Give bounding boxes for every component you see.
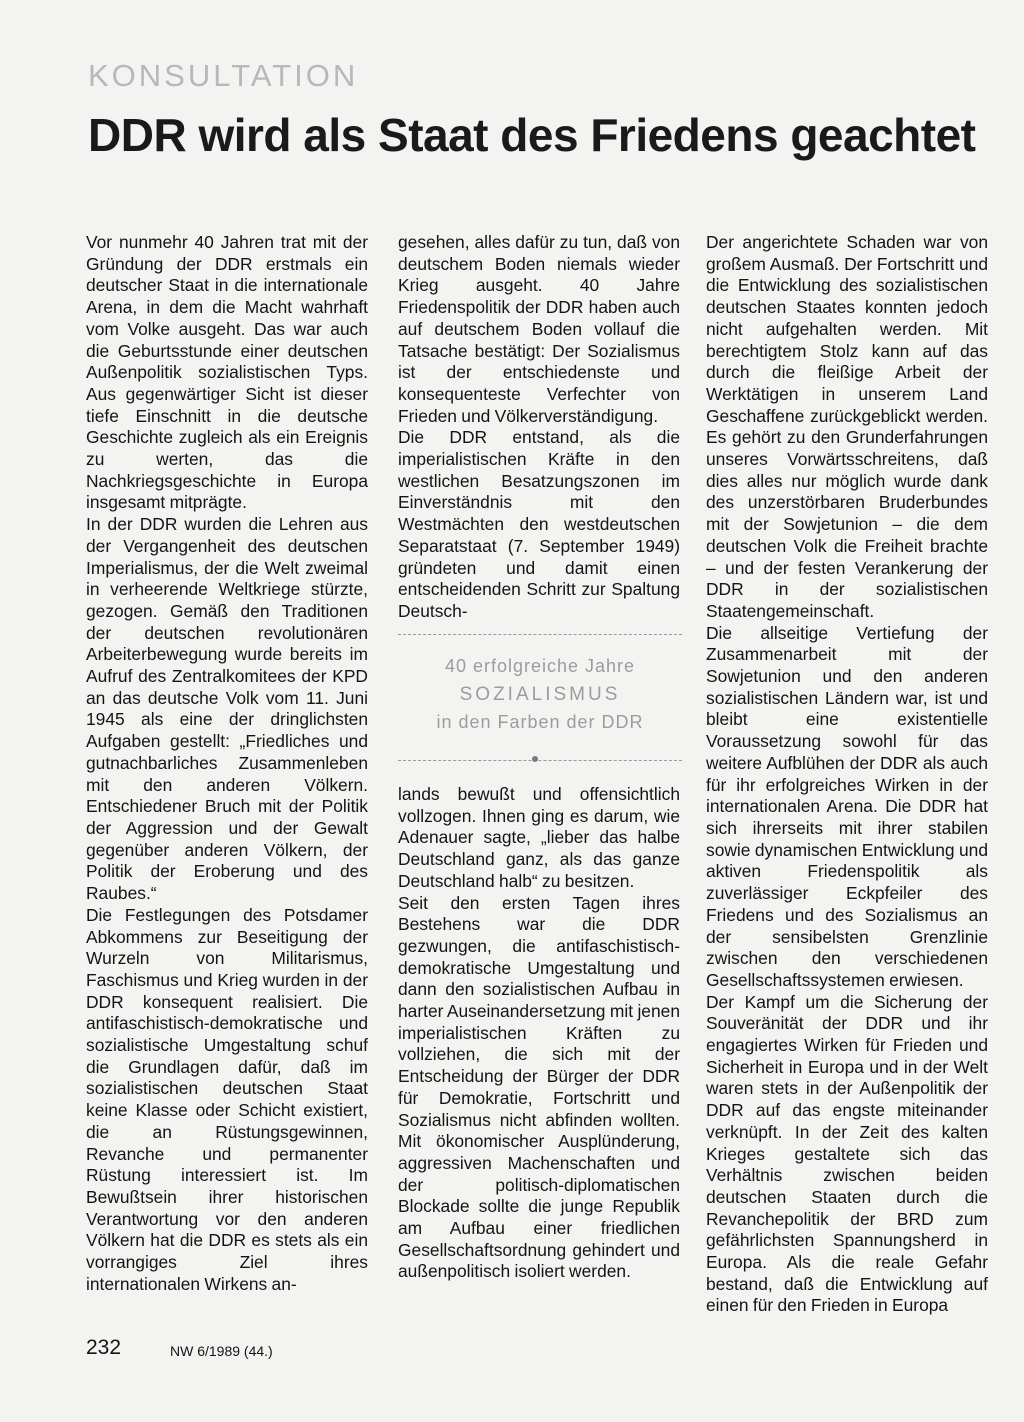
paragraph: Seit den ersten Tagen ihres Bestehens war die DDR gezwungen, die antifaschistisch-demokratische Umgestaltung und dann den sozialistischen Aufbau in harter Auseinandersetzung mit jenen imperialistischen Kräften zu vollziehen, die sich mit der Entscheidung der Bürger der DDR für Demokratie, Fortschritt und Sozialismus nicht abfinden wollten. Mit ökonomischer Ausplünderung, aggressiven Machenschaften und der politisch-diplomatischen Blockade sollte die junge Republik am Aufbau einer friedlichen Gesellschaftsordnung gehindert und außenpolitisch isoliert werden. xyxy=(398,892,680,1282)
paragraph: Die Festlegungen des Potsdamer Abkommens zur Beseitigung der Wurzeln von Militarismus, Faschismus und Krieg wurden in der DDR konsequent realisiert. Die antifaschistisch-demokratische und sozialistische Umgestaltung schuf die Grundlagen dafür, daß im sozialistischen deutschen Staat keine Klasse oder Schicht existiert, die an Rüstungsgewinnen, Revanche und permanenter Rüstung interessiert ist. Im Bewußtsein ihrer historischen Verantwortung vor den anderen Völkern hat die DDR es stets als ein vorrangiges Ziel ihres internationalen Wirkens an- xyxy=(86,904,368,1294)
column-2-bottom xyxy=(398,784,680,1283)
paragraph: gesehen, alles dafür zu tun, daß von deutschem Boden niemals wieder Krieg ausgeht. 40 Jahre Friedenspolitik der DDR haben auch auf deutschem Boden vollauf die Tatsache bestätigt: Der Sozialismus ist der entschiedenste und konsequenteste Verfechter von Frieden und Völkerverständigung. xyxy=(398,232,680,426)
paragraph: Die allseitige Vertiefung der Zusammenarbeit mit der Sowjetunion und den anderen sozialistischen Ländern war, ist und bleibt eine existentielle Voraussetzung sowohl für das weitere Aufblühen der DDR als auch für ihr erfolgreiches Wirken in der internationalen Arena. Die DDR hat sich ihrerseits mit ihrer stabilen sowie dynamischen Entwicklung und aktiven Friedenspolitik als zuverlässiger Eckpfeiler des Friedens und des Sozialismus an der sensibelsten Grenzlinie zwischen den verschiedenen Gesellschaftssystemen erwiesen. xyxy=(706,622,988,990)
paragraph: Die DDR entstand, als die imperialistischen Kräfte in den westlichen Besatzungszonen im Einverständnis mit den Westmächten den westdeutschen Separatstaat (7. September 1949) gründeten und damit einen entscheidenden Schritt zur Spaltung Deutsch- xyxy=(398,427,680,621)
column-3 xyxy=(706,232,988,1317)
bullet-dot-icon xyxy=(532,756,538,762)
page-number: 232 xyxy=(86,1336,122,1359)
paragraph: In der DDR wurden die Lehren aus der Vergangenheit des deutschen Imperialismus, der die Welt zweimal in verheerende Weltkriege stürzte, gezogen. Gemäß den Traditionen der deutschen revolutionären Arbeiterbewegung wurde bereits im Aufruf des Zentralkomitees der KPD an das deutsche Volk vom 11. Juni 1945 als eine der dringlichsten Aufgaben gestellt: „Friedliches und gutnachbarliches Zusammenleben mit den anderen Völkern. Entschiedener Bruch mit der Politik der Aggression und der Gewalt gegenüber anderen Völkern, der Politik der Eroberung und des Raubes.“ xyxy=(86,514,368,904)
paragraph: lands bewußt und offensichtlich vollzogen. Ihnen ging es darum, wie Adenauer sagte, „lieber das halbe Deutschland ganz, als das ganze Deutschland halb“ zu besitzen. xyxy=(398,784,680,891)
section-label: KONSULTATION xyxy=(88,58,359,93)
paragraph: Vor nunmehr 40 Jahren trat mit der Gründung der DDR erstmals ein deutscher Staat in die internationale Arena, in dem die Macht wahrhaft vom Volke ausgeht. Das war auch die Geburtsstunde einer deutschen Außenpolitik sozialistischen Typs. Aus gegenwärtiger Sicht ist dieser tiefe Einschnitt in die deutsche Geschichte zugleich als ein Ereignis zu werten, das die Nachkriegsgeschichte in Europa insgesamt mitprägte. xyxy=(86,232,368,513)
issue-reference: NW 6/1989 (44.) xyxy=(170,1343,273,1359)
divider xyxy=(398,634,682,635)
article-headline: DDR wird als Staat des Friedens geachtet xyxy=(88,109,976,161)
paragraph: Der angerichtete Schaden war von großem Ausmaß. Der Fortschritt und die Entwicklung des sozialistischen deutschen Staates konnten jedoch nicht aufgehalten werden. Mit berechtigtem Stolz kann auf das durch die fleißige Arbeit der Werktätigen in unserem Land Geschaffene zurückgeblickt werden. Es gehört zu den Grunderfahrungen unseres Vorwärtsschreitens, daß dies alles nur möglich wurde dank des unzerstörbaren Bruderbundes mit der Sowjetunion – die dem deutschen Volk die Freiheit brachte – und der festen Verankerung der DDR in der sozialistischen Staatengemeinschaft. xyxy=(706,232,988,621)
column-2-top xyxy=(398,232,680,623)
divider xyxy=(398,760,682,761)
anniversary-line-2: SOZIALISMUS xyxy=(459,684,621,705)
paragraph: Der Kampf um die Sicherung der Souveränität der DDR und ihr engagiertes Wirken für Frieden und Sicherheit in Europa und in der Welt waren stets in der Außenpolitik der DDR auf das engste miteinander verknüpft. In der Zeit des kalten Krieges gestaltete sich das Verhältnis zwischen beiden deutschen Staaten durch die Revanchepolitik der BRD zum gefährlichsten Spannungsherd in Europa. Als die reale Gefahr bestand, daß die Entwicklung auf einen für den Frieden in Europa xyxy=(706,991,988,1316)
anniversary-line-3: in den Farben der DDR xyxy=(436,712,644,732)
anniversary-line-1: 40 erfolgreiche Jahre xyxy=(444,656,636,676)
column-1 xyxy=(86,232,368,1295)
anniversary-box xyxy=(398,634,682,764)
